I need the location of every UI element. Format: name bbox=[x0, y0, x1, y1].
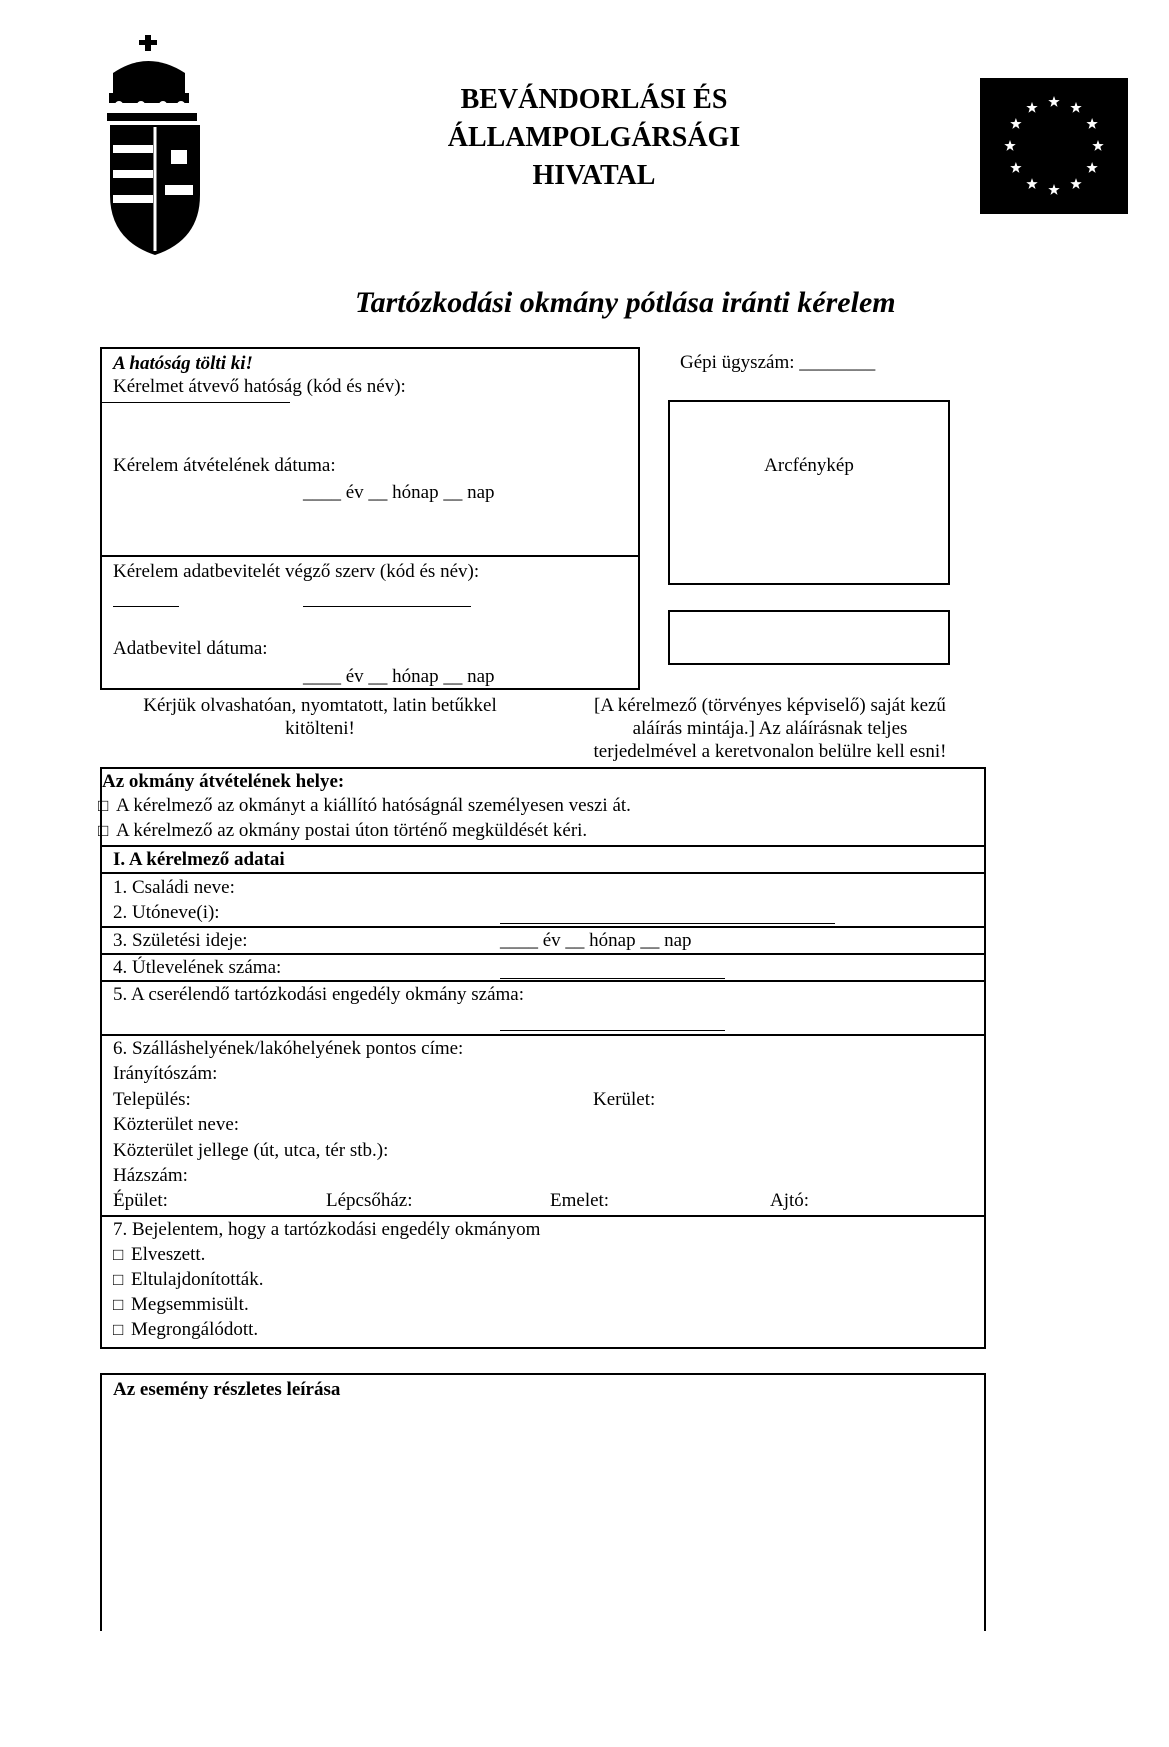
authority-box-divider bbox=[100, 555, 640, 557]
agency-name-line-3: HIVATAL bbox=[532, 160, 656, 191]
loss-option-stolen-label: Eltulajdonították. bbox=[131, 1269, 264, 1290]
machine-case-number[interactable]: Gépi ügyszám: ________ bbox=[680, 352, 876, 373]
permit-number-field[interactable] bbox=[500, 1030, 725, 1031]
data-entry-org-code-line[interactable] bbox=[113, 606, 179, 607]
fill-instruction-line-1: Kérjük olvashatóan, nyomtatott, latin betűkkel bbox=[143, 695, 497, 716]
passport-number-label: 4. Útlevelének száma: bbox=[113, 957, 282, 978]
table-divider bbox=[100, 980, 986, 982]
event-box-top-border bbox=[100, 1373, 986, 1375]
table-divider bbox=[100, 1215, 986, 1217]
floor-label: Emelet: bbox=[550, 1190, 610, 1211]
signature-box[interactable] bbox=[668, 610, 950, 665]
loss-option-lost-checkbox[interactable]: □ bbox=[113, 1245, 124, 1264]
loss-option-lost-label: Elveszett. bbox=[131, 1244, 206, 1265]
eu-flag-icon bbox=[980, 78, 1128, 214]
data-entry-org-label: Kérelem adatbevitelét végző szerv (kód és név): bbox=[113, 561, 480, 582]
district-label: Kerület: bbox=[593, 1089, 656, 1110]
door-label: Ajtó: bbox=[770, 1190, 810, 1211]
signature-instruction-line-3: terjedelmével a keretvonalon belülre kell esni! bbox=[593, 741, 947, 762]
photo-label: Arcfénykép bbox=[764, 455, 854, 476]
hungarian-coat-of-arms-icon bbox=[105, 35, 215, 255]
building-label: Épület: bbox=[113, 1190, 168, 1211]
staircase-label: Lépcsőház: bbox=[326, 1190, 413, 1211]
public-area-name-label: Közterület neve: bbox=[113, 1114, 240, 1135]
given-names-field[interactable] bbox=[500, 923, 835, 924]
photo-box[interactable] bbox=[668, 400, 950, 585]
postcode-label: Irányítószám: bbox=[113, 1063, 218, 1084]
pickup-option-2-checkbox[interactable]: □ bbox=[98, 821, 109, 840]
table-divider bbox=[100, 845, 986, 847]
data-entry-org-name-line[interactable] bbox=[303, 606, 471, 607]
table-divider bbox=[100, 953, 986, 955]
pickup-option-1-label: A kérelmező az okmányt a kiállító hatóságnál személyesen veszi át. bbox=[116, 795, 631, 816]
data-entry-date-label: Adatbevitel dátuma: bbox=[113, 638, 268, 659]
data-entry-date-fields[interactable]: ____ év __ hónap __ nap bbox=[303, 666, 495, 687]
loss-option-destroyed-label: Megsemmisült. bbox=[131, 1294, 249, 1315]
agency-name-line-1: BEVÁNDORLÁSI ÉS bbox=[460, 84, 728, 115]
pickup-heading: Az okmány átvételének helye: bbox=[102, 771, 345, 792]
loss-option-damaged-checkbox[interactable]: □ bbox=[113, 1320, 124, 1339]
given-names-label: 2. Utóneve(i): bbox=[113, 902, 220, 923]
form-title: Tartózkodási okmány pótlása iránti kérelem bbox=[355, 286, 896, 319]
birth-date-label: 3. Születési ideje: bbox=[113, 930, 248, 951]
applicant-section-title: I. A kérelmező adatai bbox=[113, 849, 285, 870]
loss-option-destroyed-checkbox[interactable]: □ bbox=[113, 1295, 124, 1314]
passport-number-field[interactable] bbox=[500, 978, 725, 979]
authority-heading: A hatóság tölti ki! bbox=[113, 353, 253, 374]
fill-instruction-line-2: kitölteni! bbox=[285, 718, 355, 739]
family-name-label: 1. Családi neve: bbox=[113, 877, 235, 898]
event-description-area[interactable] bbox=[104, 1405, 980, 1629]
pickup-option-1-checkbox[interactable]: □ bbox=[98, 796, 109, 815]
birth-date-fields[interactable]: ____ év __ hónap __ nap bbox=[500, 930, 692, 951]
house-number-label: Házszám: bbox=[113, 1165, 188, 1186]
loss-option-stolen-checkbox[interactable]: □ bbox=[113, 1270, 124, 1289]
loss-option-damaged-label: Megrongálódott. bbox=[131, 1319, 259, 1340]
receiving-authority-label: Kérelmet átvevő hatóság (kód és név): bbox=[113, 376, 406, 397]
signature-instruction-line-1: [A kérelmező (törvényes képviselő) saját kezű bbox=[594, 695, 946, 716]
address-title: 6. Szálláshelyének/lakóhelyének pontos címe: bbox=[113, 1038, 464, 1059]
event-box-right-border bbox=[984, 1373, 986, 1631]
public-area-type-label: Közterület jellege (út, utca, tér stb.): bbox=[113, 1140, 389, 1161]
pickup-option-2-label: A kérelmező az okmány postai úton történő megküldését kéri. bbox=[116, 820, 588, 841]
table-divider bbox=[100, 872, 986, 874]
receipt-date-fields[interactable]: ____ év __ hónap __ nap bbox=[303, 482, 495, 503]
loss-statement: 7. Bejelentem, hogy a tartózkodási engedély okmányom bbox=[113, 1219, 541, 1240]
receipt-date-label: Kérelem átvételének dátuma: bbox=[113, 455, 336, 476]
permit-number-label: 5. A cserélendő tartózkodási engedély okmány száma: bbox=[113, 984, 525, 1005]
receiving-authority-underline bbox=[100, 402, 290, 403]
event-box-left-border bbox=[100, 1373, 102, 1631]
settlement-label: Település: bbox=[113, 1089, 191, 1110]
agency-name-line-2: ÁLLAMPOLGÁRSÁGI bbox=[447, 122, 741, 153]
table-divider bbox=[100, 926, 986, 928]
table-divider bbox=[100, 1034, 986, 1036]
event-description-title: Az esemény részletes leírása bbox=[113, 1379, 341, 1400]
signature-instruction-line-2: aláírás mintája.] Az aláírásnak teljes bbox=[632, 718, 908, 739]
